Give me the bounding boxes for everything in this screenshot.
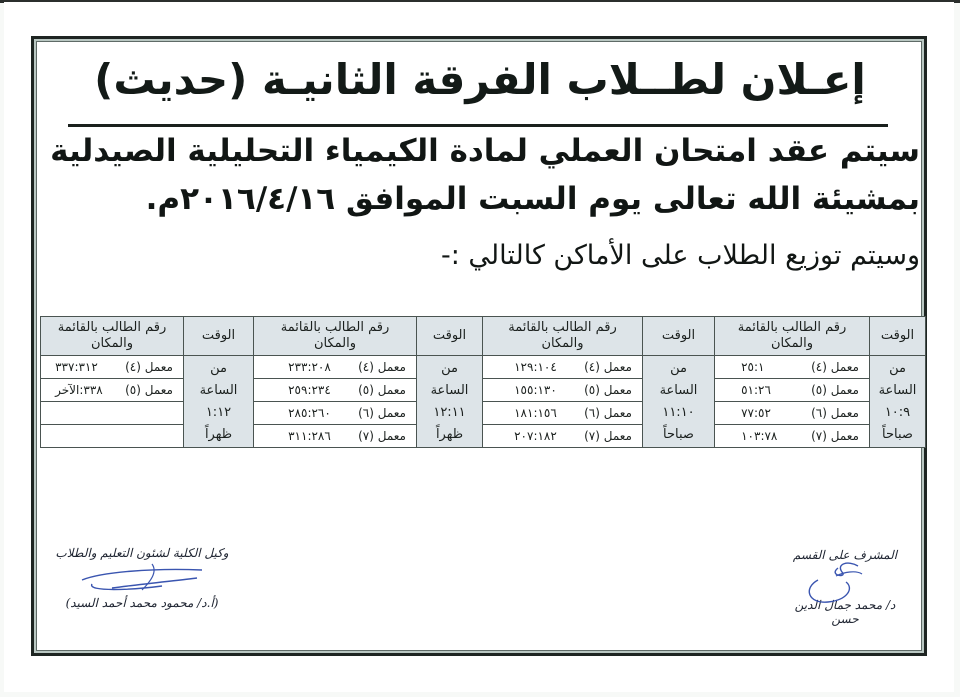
handwritten-signature-icon	[798, 558, 878, 608]
lab-label: معمل (٧)	[811, 429, 859, 443]
student-range: ٢٥:١	[741, 360, 765, 374]
lab-label: معمل (٥)	[358, 383, 406, 397]
session-2-slot-4	[483, 425, 643, 448]
header-students-3	[254, 317, 417, 356]
header-place-text: والمكان	[770, 336, 814, 351]
header-students-4	[41, 317, 184, 356]
student-range: ١٠٣:٧٨	[741, 429, 778, 443]
session-2-time	[643, 356, 715, 448]
table-row	[41, 425, 926, 448]
session-3-slot-1	[254, 356, 417, 379]
announcement-line-1: سيتم عقد امتحان العملي لمادة الكيمياء التحليلية الصيدلية	[50, 133, 920, 169]
student-range: ٧٧:٥٢	[741, 406, 771, 420]
lab-label: معمل (٧)	[584, 429, 632, 443]
time-period-text: ظهراً	[435, 427, 464, 442]
session-2-slot-3	[483, 402, 643, 425]
student-range: ٢٨٥:٢٦٠	[288, 406, 331, 420]
time-range-text: ١:١٢	[205, 405, 232, 420]
session-3-time	[417, 356, 483, 448]
time-period-text: ظهراً	[204, 427, 233, 442]
announcement-line-2: بمشيئة الله تعالى يوم السبت الموافق ٢٠١٦/٤/١٦م.	[145, 181, 920, 217]
student-range: ٢٥٩:٢٣٤	[288, 383, 331, 397]
session-1-slot-3	[715, 402, 870, 425]
session-2-slot-1	[483, 356, 643, 379]
session-1-slot-4	[715, 425, 870, 448]
time-from-text: من	[889, 361, 906, 376]
distribution-line: وسيتم توزيع الطلاب على الأماكن كالتالي :-	[440, 240, 920, 271]
header-time-3: الوقت	[417, 317, 483, 356]
lab-label: معمل (٧)	[358, 429, 406, 443]
header-students-text: رقم الطالب بالقائمة	[508, 320, 617, 335]
time-period-text: صباحاً	[663, 427, 694, 442]
session-3-slot-3	[254, 402, 417, 425]
header-time-2: الوقت	[643, 317, 715, 356]
lab-label: معمل (٦)	[358, 406, 406, 420]
time-label-text: الساعة	[659, 383, 698, 398]
student-range: ٣٣٧:٣١٢	[55, 360, 98, 374]
time-range-text: ١٢:١١	[433, 405, 466, 420]
title-underline	[68, 124, 888, 127]
signature-vice-dean	[52, 546, 232, 610]
lab-label: معمل (٤)	[811, 360, 859, 374]
header-place-text: والمكان	[313, 336, 357, 351]
time-from-text: من	[670, 361, 687, 376]
session-4-slot-2	[41, 379, 184, 402]
session-4-slot-1	[41, 356, 184, 379]
lab-label: معمل (٦)	[584, 406, 632, 420]
header-time-1: الوقت	[870, 317, 926, 356]
student-range: ٢٣٣:٢٠٨	[288, 360, 331, 374]
table-row	[41, 356, 926, 379]
student-range: ١٨١:١٥٦	[514, 406, 557, 420]
session-4-slot-3	[41, 402, 184, 425]
session-3-slot-2	[254, 379, 417, 402]
table-row	[41, 379, 926, 402]
time-label-text: الساعة	[430, 383, 469, 398]
header-students-text: رقم الطالب بالقائمة	[280, 320, 390, 335]
session-1-slot-2	[715, 379, 870, 402]
header-place-text: والمكان	[541, 336, 584, 351]
signature-name: (أ.د/ محمود محمد أحمد السيد)	[65, 596, 219, 610]
time-range-text: ١٠:٩	[884, 405, 911, 420]
student-range: ٥١:٢٦	[741, 383, 771, 397]
session-4-time	[184, 356, 254, 448]
signature-role: المشرف على القسم	[792, 548, 898, 562]
time-range-text: ١١:١٠	[662, 405, 695, 420]
lab-label: معمل (٥)	[584, 383, 632, 397]
time-from-text: من	[441, 361, 458, 376]
lab-label: معمل (٤)	[584, 360, 632, 374]
header-students-text: رقم الطالب بالقائمة	[737, 320, 847, 335]
table-header-row	[41, 317, 926, 356]
time-label-text: الساعة	[878, 383, 917, 398]
signature-role: وكيل الكلية لشئون التعليم والطلاب	[55, 546, 229, 560]
session-3-slot-4	[254, 425, 417, 448]
header-place-text: والمكان	[90, 336, 134, 351]
student-range: ٣٣٨:الآخر	[55, 383, 103, 397]
student-range: ٣١١:٢٨٦	[288, 429, 331, 443]
time-from-text: من	[210, 361, 227, 376]
session-1-time	[870, 356, 926, 448]
header-students-1	[715, 317, 870, 356]
signature-department-supervisor	[780, 548, 910, 626]
time-label-text: الساعة	[199, 383, 238, 398]
session-4-slot-4	[41, 425, 184, 448]
lab-label: معمل (٥)	[125, 383, 173, 397]
session-2-slot-2	[483, 379, 643, 402]
time-period-text: صباحاً	[882, 427, 913, 442]
lab-label: معمل (٥)	[811, 383, 859, 397]
lab-label: معمل (٤)	[125, 360, 173, 374]
announcement-title: إعـلان لطــلاب الفرقة الثانيـة (حديث)	[94, 55, 866, 104]
lab-label: معمل (٤)	[358, 360, 406, 374]
exam-schedule-table	[40, 316, 926, 448]
handwritten-signature-icon	[72, 560, 212, 600]
header-students-2	[483, 317, 643, 356]
session-1-slot-1	[715, 356, 870, 379]
header-time-4: الوقت	[184, 317, 254, 356]
student-range: ١٢٩:١٠٤	[514, 360, 557, 374]
student-range: ١٥٥:١٣٠	[514, 383, 557, 397]
lab-label: معمل (٦)	[811, 406, 859, 420]
header-students-text: رقم الطالب بالقائمة	[57, 320, 167, 335]
table-row	[41, 402, 926, 425]
signature-name: د/ محمد جمال الدين حسن	[794, 598, 896, 626]
student-range: ٢٠٧:١٨٢	[514, 429, 557, 443]
